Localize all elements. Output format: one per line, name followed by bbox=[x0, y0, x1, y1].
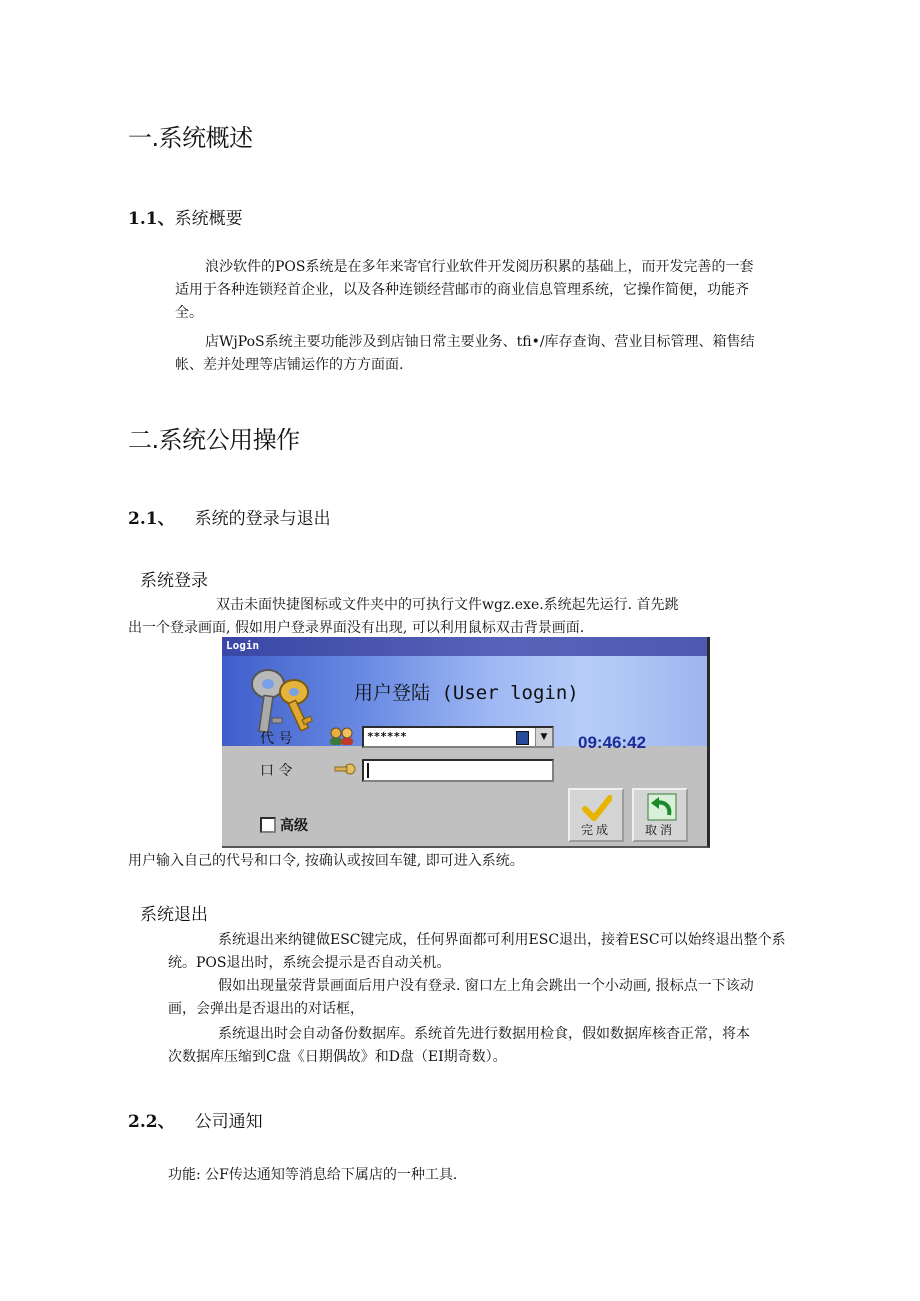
keys-icon bbox=[242, 662, 322, 738]
key-icon bbox=[332, 761, 356, 777]
subheading-title: 公司通知 bbox=[194, 1112, 263, 1132]
subheading-number: 1.1、 bbox=[128, 209, 175, 229]
text-line: 系统退出来纳键做ESC键完成，任何界面都可利用ESC退出，接着ESC可以始终退出整个系 bbox=[218, 932, 786, 948]
checkmark-icon bbox=[582, 794, 612, 822]
subheading-number: 2.1、 bbox=[128, 509, 175, 529]
text-line: 系统退出时会自动备份数据库。系统首先进行数据用检食，假如数据库核杳正常，将本 bbox=[218, 1026, 750, 1042]
logout-paragraph-1 bbox=[168, 929, 818, 975]
ok-button[interactable] bbox=[568, 788, 624, 842]
undo-arrow-icon bbox=[647, 793, 677, 821]
code-value: ****** bbox=[367, 730, 407, 743]
subheading-title: 系统概要 bbox=[174, 209, 243, 229]
subheading-2-1 bbox=[128, 504, 331, 529]
logout-paragraph-3 bbox=[168, 1023, 818, 1069]
password-label: 口 令 bbox=[260, 763, 293, 779]
overview-paragraph-1 bbox=[175, 256, 825, 325]
text-line: 次数据库压缩到C盘《日期偶故》和D盘（EI期奇数）。 bbox=[168, 1049, 507, 1065]
notice-function-text: 功能: 公F传达通知等消息给下属店的一种工具. bbox=[168, 1167, 458, 1183]
heading-system-login: 系统登录 bbox=[140, 571, 208, 591]
subheading-2-2 bbox=[128, 1107, 263, 1132]
login-after-text: 用户输入自己的代号和口令, 按确认或按回车键, 即可进入系统。 bbox=[128, 853, 524, 869]
overview-paragraph-2 bbox=[175, 331, 825, 377]
dialog-title: Login bbox=[226, 639, 260, 652]
subheading-1-1 bbox=[128, 204, 243, 229]
text-line: 统。POS退出时，系统会提示是否自动关机。 bbox=[168, 955, 451, 971]
dialog-titlebar bbox=[222, 637, 707, 656]
cancel-button[interactable] bbox=[632, 788, 688, 842]
users-icon bbox=[328, 726, 356, 746]
logout-paragraph-2 bbox=[168, 975, 818, 1021]
text-line: 适用于各种连锁羟首企业，以及各种连锁经营邮市的商业信息管理系统，它操作简便，功能齐 bbox=[175, 282, 749, 298]
login-dialog bbox=[222, 637, 710, 848]
subheading-number: 2.2、 bbox=[128, 1112, 175, 1132]
advanced-label: 高级 bbox=[280, 818, 308, 834]
heading-system-logout: 系统退出 bbox=[140, 905, 208, 925]
text-cursor bbox=[367, 763, 369, 778]
text-line: 全。 bbox=[175, 305, 203, 321]
text-line: 店WjPoS系统主要功能涉及到店铀日常主要业务、tfi•/库存查询、营业目标管理、箱售结 bbox=[205, 334, 755, 350]
advanced-checkbox[interactable] bbox=[260, 817, 276, 833]
text-line: 双击未面快捷图标或文件夹中的可执行文件wgz.exe.系统起先运行. 首先跳 bbox=[216, 597, 679, 613]
cancel-label: 取消 bbox=[644, 823, 675, 837]
text-line: 画，会弹出是否退出的对话框， bbox=[168, 1001, 364, 1017]
login-paragraph bbox=[128, 594, 728, 640]
code-label: 代 号 bbox=[260, 731, 293, 747]
heading-common-operations: 二.系统公用操作 bbox=[128, 426, 300, 454]
keyboard-icon bbox=[516, 731, 529, 745]
text-line: 帐、差并处理等店铺运作的方方面面. bbox=[175, 357, 404, 373]
password-field[interactable] bbox=[362, 759, 554, 782]
clock-display: 09:46:42 bbox=[578, 733, 647, 752]
text-line: 出一个登录画面, 假如用户登录界面没有出现, 可以利用鼠标双击背景画面. bbox=[128, 620, 585, 636]
chevron-down-icon[interactable]: ▼ bbox=[535, 728, 552, 746]
code-combobox[interactable] bbox=[362, 726, 554, 748]
heading-system-overview: 一.系统概述 bbox=[128, 124, 253, 152]
dialog-banner-title: 用户登陆 (User login) bbox=[354, 682, 579, 704]
subheading-title: 系统的登录与退出 bbox=[194, 509, 331, 529]
ok-label: 完成 bbox=[580, 823, 611, 837]
text-line: 假如出现量荥背景画面后用户没有登录. 窗口左上角会跳出一个小动画, 报标点一下该动 bbox=[218, 978, 754, 994]
text-line: 浪沙软件的POS系统是在多年来寄官行业软件开发阅历积累的基础上，而开发完善的一套 bbox=[205, 259, 754, 275]
